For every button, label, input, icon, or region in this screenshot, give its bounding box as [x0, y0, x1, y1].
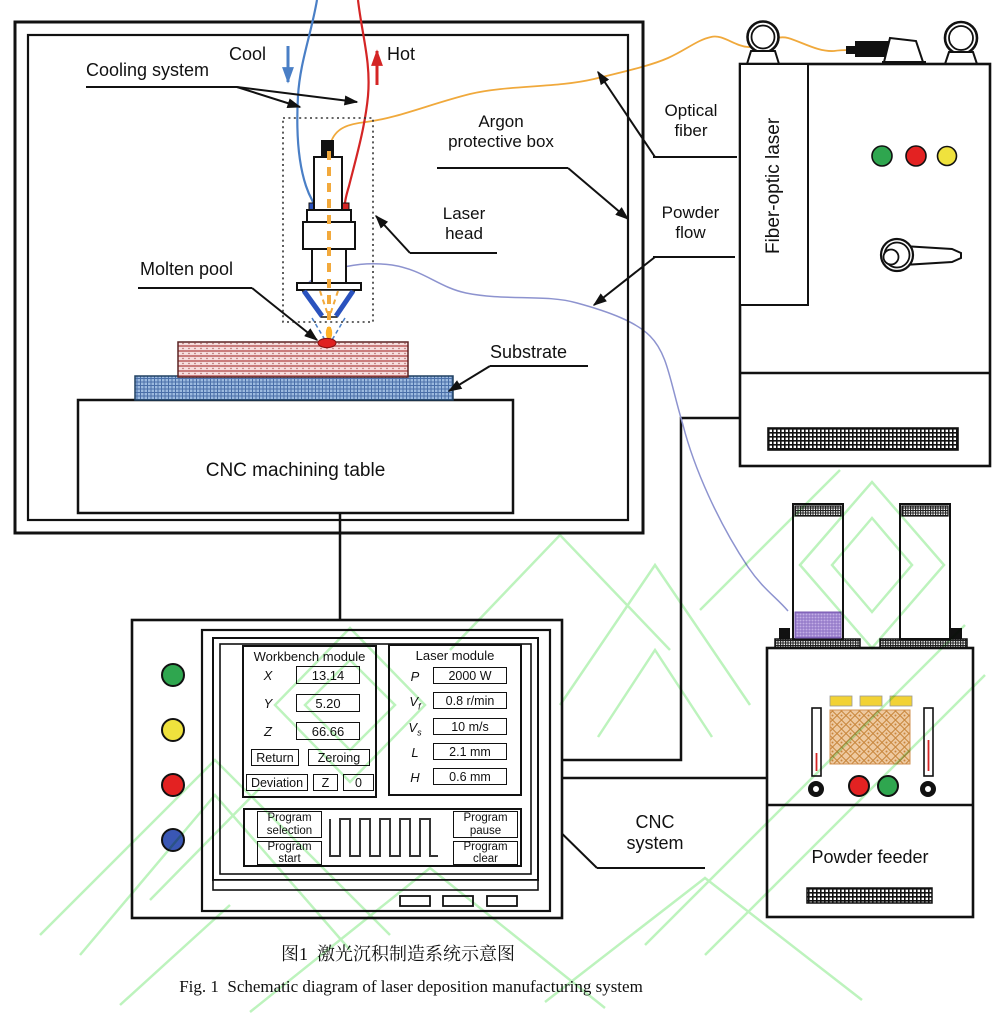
panel-light-yellow [162, 719, 184, 741]
axis-y-label: Y [263, 696, 273, 711]
fiber-optic-laser-label: Fiber-optic laser [763, 117, 785, 255]
axis-z-label: Z [264, 724, 272, 739]
axis-y-value: 5.20 [296, 694, 360, 712]
substrate-block [135, 376, 453, 400]
panel-light-red [162, 774, 184, 796]
powder-flow-label: Powder flow [661, 203, 720, 242]
axis-x-value: 13.14 [296, 666, 360, 684]
substrate-arrow [449, 366, 490, 391]
monitor-key-2 [443, 896, 473, 906]
deviation-z-button: Z [313, 774, 338, 791]
feeder-port-left [779, 628, 790, 639]
deviation-zero-button: 0 [343, 774, 374, 791]
feeder-key-2 [860, 696, 882, 706]
lifting-ring-left [747, 22, 779, 65]
laser-head-label: Laser head [442, 204, 486, 243]
molten-pool-label: Molten pool [140, 259, 234, 279]
panel-light-blue [162, 829, 184, 851]
program-selection-button: Program selection [257, 811, 322, 838]
feeder-base-right [880, 639, 967, 648]
deviation-button: Deviation [246, 774, 308, 791]
laser-indicator-green [872, 146, 892, 166]
powder-feeder-label: Powder feeder [811, 847, 929, 867]
monitor-key-3 [487, 896, 517, 906]
cool-label: Cool [229, 44, 267, 64]
laser-module-title: Laser module [415, 648, 495, 663]
param-h-value: 0.6 mm [433, 768, 507, 785]
substrate-label: Substrate [490, 342, 568, 362]
laser-indicator-yellow [938, 147, 957, 166]
caption-zh: 图1 激光沉积制造系统示意图 [281, 944, 515, 964]
feeder-vent-grille [807, 888, 932, 903]
cnc-table-box [78, 400, 513, 513]
param-h-label: H [410, 770, 420, 785]
feeder-knob-right [920, 781, 936, 797]
cnc-system-label: CNC system [626, 812, 684, 853]
feeder-button-red [849, 776, 869, 796]
hopper-cap-left [795, 506, 841, 516]
optical-fiber-label: Optical fiber [664, 101, 718, 140]
feeder-button-green [878, 776, 898, 796]
axis-x-label: X [263, 668, 273, 683]
monitor-key-1 [400, 896, 430, 906]
feeder-port-right [951, 628, 962, 639]
param-vf-value: 0.8 r/min [433, 692, 507, 709]
zeroing-button: Zeroing [308, 749, 370, 766]
powder-hopper-right [900, 504, 950, 639]
param-vs-value: 10 m/s [433, 718, 507, 735]
feeder-knob-left [808, 781, 824, 797]
monitor-bezel-strip [213, 880, 538, 890]
argon-box-label: Argon protective box [448, 112, 554, 151]
param-l-label: L [411, 745, 419, 760]
fiber-connector [846, 38, 926, 65]
feeder-display-panel [830, 710, 910, 764]
param-p-label: P [410, 669, 420, 684]
program-clear-button: Program clear [453, 841, 518, 865]
molten-pool-dot [318, 338, 336, 347]
param-p-value: 2000 W [433, 667, 507, 684]
argon-box-arrow [568, 168, 628, 219]
laser-head-group [283, 118, 373, 348]
return-button: Return [251, 749, 299, 766]
feeder-base-left [775, 639, 860, 648]
param-vs-label: $V_s$ [408, 720, 422, 738]
cooling-system-label: Cooling system [86, 60, 210, 80]
laser-head-arrow [376, 216, 410, 253]
panel-light-green [162, 664, 184, 686]
program-start-button: Program start [257, 841, 322, 865]
laser-indicator-red [906, 146, 926, 166]
feeder-key-1 [830, 696, 852, 706]
powder-flow-arrow [594, 257, 655, 305]
hot-label: Hot [387, 44, 416, 64]
feeder-cabinet-body [767, 648, 973, 917]
caption-en: Fig. 1 Schematic diagram of laser deposition manufacturing system [179, 977, 643, 996]
axis-z-value: 66.66 [296, 722, 360, 740]
feeder-key-3 [890, 696, 912, 706]
param-vf-label: $V_f$ [409, 694, 421, 712]
deposit-layers [178, 342, 408, 377]
laser-to-cnc-line [562, 418, 742, 760]
hopper-cap-right [902, 506, 948, 516]
beam-flame [326, 327, 332, 340]
cnc-table-label: CNC machining table [205, 460, 386, 481]
workbench-module-title: Workbench module [253, 649, 366, 664]
param-l-value: 2.1 mm [433, 743, 507, 760]
laser-vent-grille [768, 428, 958, 450]
powder-fill-purple [795, 612, 841, 638]
lifting-ring-right [945, 22, 977, 64]
program-pause-button: Program pause [453, 811, 518, 838]
